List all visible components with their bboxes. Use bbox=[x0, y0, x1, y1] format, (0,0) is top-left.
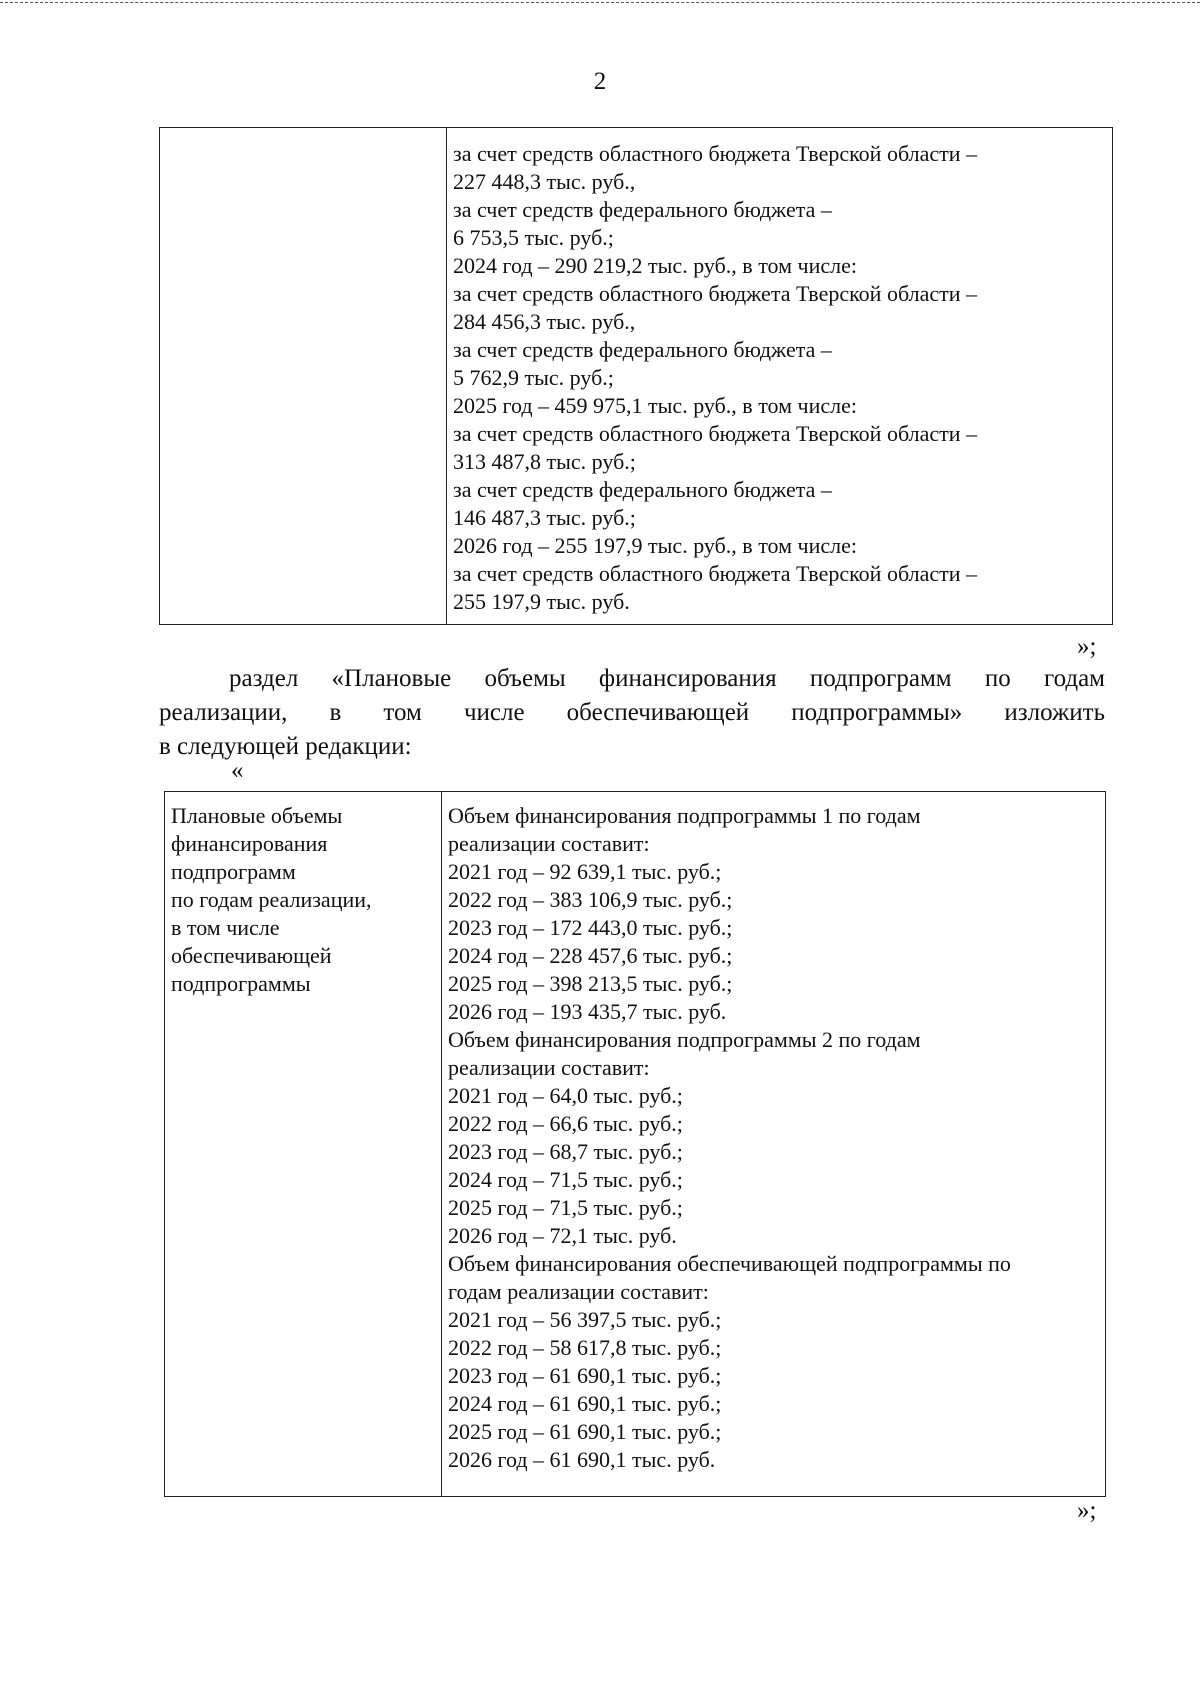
text-line: 2025 год – 398 213,5 тыс. руб.; bbox=[448, 971, 733, 996]
text-line: реализации составит: bbox=[448, 1055, 650, 1080]
text-line: подпрограмм bbox=[171, 859, 296, 884]
text-line: 6 753,5 тыс. руб.; bbox=[453, 225, 614, 250]
text-line: 2024 год – 61 690,1 тыс. руб.; bbox=[448, 1391, 722, 1416]
paragraph-line: реализации, в том числе обеспечивающей подпрограммы» изложить bbox=[159, 699, 1105, 726]
closing-quote: »; bbox=[1077, 633, 1097, 660]
paragraph-line: раздел «Плановые объемы финансирования подпрограмм по годам bbox=[229, 665, 1105, 692]
text-line: 284 456,3 тыс. руб., bbox=[453, 309, 636, 334]
table-heading-cell bbox=[165, 792, 442, 1497]
text-line: финансирования bbox=[171, 831, 328, 856]
text-line: за счет средств областного бюджета Тверской области – bbox=[453, 561, 977, 586]
text-line: Объем финансирования обеспечивающей подпрограммы по bbox=[448, 1251, 1011, 1276]
text-line: 2025 год – 61 690,1 тыс. руб.; bbox=[448, 1419, 722, 1444]
table-content-cell bbox=[442, 792, 1106, 1497]
text-line: 2023 год – 61 690,1 тыс. руб.; bbox=[448, 1363, 722, 1388]
text-line: 2024 год – 228 457,6 тыс. руб.; bbox=[448, 943, 733, 968]
text-line: за счет средств областного бюджета Тверской области – bbox=[453, 421, 977, 446]
table-row bbox=[165, 792, 1106, 1497]
text-line: 5 762,9 тыс. руб.; bbox=[453, 365, 614, 390]
page-number: 2 bbox=[593, 68, 607, 95]
text-line: 2023 год – 68,7 тыс. руб.; bbox=[448, 1139, 683, 1164]
text-line: годам реализации составит: bbox=[448, 1279, 709, 1304]
text-line: 313 487,8 тыс. руб.; bbox=[453, 449, 636, 474]
text-line: 227 448,3 тыс. руб., bbox=[453, 169, 636, 194]
continued-financing-table bbox=[159, 127, 1113, 625]
text-line: 2026 год – 72,1 тыс. руб. bbox=[448, 1223, 677, 1248]
section-heading-lines bbox=[171, 802, 437, 998]
text-line: за счет средств областного бюджета Тверской области – bbox=[453, 141, 977, 166]
planned-financing-table bbox=[164, 791, 1106, 1497]
text-line: за счет средств областного бюджета Тверской области – bbox=[453, 281, 977, 306]
paragraph-line: в следующей редакции: bbox=[159, 733, 412, 760]
text-line: Объем финансирования подпрограммы 1 по годам bbox=[448, 803, 921, 828]
text-line: за счет средств федерального бюджета – bbox=[453, 477, 832, 502]
text-line: 2021 год – 92 639,1 тыс. руб.; bbox=[448, 859, 722, 884]
amendment-paragraph bbox=[159, 662, 1105, 764]
text-line: Плановые объемы bbox=[171, 803, 343, 828]
text-line: в том числе bbox=[171, 915, 280, 940]
text-line: 255 197,9 тыс. руб. bbox=[453, 589, 630, 614]
text-line: обеспечивающей bbox=[171, 943, 332, 968]
financing-volume-lines bbox=[448, 802, 1099, 1474]
table-left-cell bbox=[160, 128, 447, 625]
text-line: 2022 год – 66,6 тыс. руб.; bbox=[448, 1111, 683, 1136]
page-top-edge bbox=[0, 2, 1200, 3]
text-line: 2023 год – 172 443,0 тыс. руб.; bbox=[448, 915, 733, 940]
text-line: 2026 год – 255 197,9 тыс. руб., в том числе: bbox=[453, 533, 857, 558]
text-line: Объем финансирования подпрограммы 2 по годам bbox=[448, 1027, 921, 1052]
text-line: реализации составит: bbox=[448, 831, 650, 856]
closing-quote: »; bbox=[1077, 1497, 1097, 1524]
text-line: за счет средств федерального бюджета – bbox=[453, 337, 832, 362]
text-line: 2026 год – 193 435,7 тыс. руб. bbox=[448, 999, 727, 1024]
text-line: 2025 год – 459 975,1 тыс. руб., в том числе: bbox=[453, 393, 857, 418]
text-line: 146 487,3 тыс. руб.; bbox=[453, 505, 636, 530]
text-line: по годам реализации, bbox=[171, 887, 372, 912]
text-line: подпрограммы bbox=[171, 971, 311, 996]
text-line: 2025 год – 71,5 тыс. руб.; bbox=[448, 1195, 683, 1220]
opening-quote: « bbox=[231, 757, 244, 784]
table-row bbox=[160, 128, 1113, 625]
table-right-cell bbox=[447, 128, 1113, 625]
text-line: 2022 год – 383 106,9 тыс. руб.; bbox=[448, 887, 733, 912]
text-line: 2024 год – 71,5 тыс. руб.; bbox=[448, 1167, 683, 1192]
text-line: 2024 год – 290 219,2 тыс. руб., в том числе: bbox=[453, 253, 857, 278]
financing-lines bbox=[453, 140, 1106, 616]
text-line: за счет средств федерального бюджета – bbox=[453, 197, 832, 222]
text-line: 2021 год – 56 397,5 тыс. руб.; bbox=[448, 1307, 722, 1332]
text-line: 2026 год – 61 690,1 тыс. руб. bbox=[448, 1447, 716, 1472]
text-line: 2022 год – 58 617,8 тыс. руб.; bbox=[448, 1335, 722, 1360]
text-line: 2021 год – 64,0 тыс. руб.; bbox=[448, 1083, 683, 1108]
